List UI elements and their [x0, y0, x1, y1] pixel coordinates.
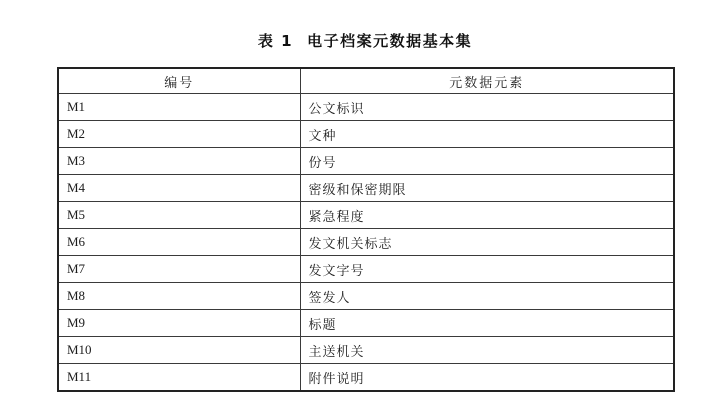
cell-id: M11 [58, 364, 300, 392]
table-header-row [58, 68, 674, 94]
cell-element: 发文字号 [300, 256, 674, 283]
cell-element: 公文标识 [300, 94, 674, 121]
cell-id: M5 [58, 202, 300, 229]
cell-element: 紧急程度 [300, 202, 674, 229]
cell-id: M6 [58, 229, 300, 256]
metadata-table [57, 67, 675, 392]
table-row [58, 256, 674, 283]
table-caption-number: 表 1 [257, 32, 294, 50]
cell-id: M9 [58, 310, 300, 337]
cell-id: M2 [58, 121, 300, 148]
table-row [58, 310, 674, 337]
table-row [58, 283, 674, 310]
cell-id: M7 [58, 256, 300, 283]
table-row [58, 337, 674, 364]
cell-id: M8 [58, 283, 300, 310]
table-caption-text: 电子档案元数据基本集 [307, 32, 473, 50]
cell-element: 签发人 [300, 283, 674, 310]
table-row [58, 148, 674, 175]
cell-element: 文种 [300, 121, 674, 148]
cell-id: M10 [58, 337, 300, 364]
cell-element: 附件说明 [300, 364, 674, 392]
cell-id: M1 [58, 94, 300, 121]
cell-id: M4 [58, 175, 300, 202]
table-row [58, 94, 674, 121]
table-row [58, 364, 674, 392]
header-cell-element: 元数据元素 [300, 68, 674, 94]
cell-element: 发文机关标志 [300, 229, 674, 256]
cell-element: 主送机关 [300, 337, 674, 364]
cell-element: 密级和保密期限 [300, 175, 674, 202]
header-cell-id: 编号 [58, 68, 300, 94]
table-caption [57, 30, 673, 51]
table-row [58, 121, 674, 148]
cell-id: M3 [58, 148, 300, 175]
cell-element: 标题 [300, 310, 674, 337]
cell-element: 份号 [300, 148, 674, 175]
table-row [58, 175, 674, 202]
table-row [58, 229, 674, 256]
table-row [58, 202, 674, 229]
